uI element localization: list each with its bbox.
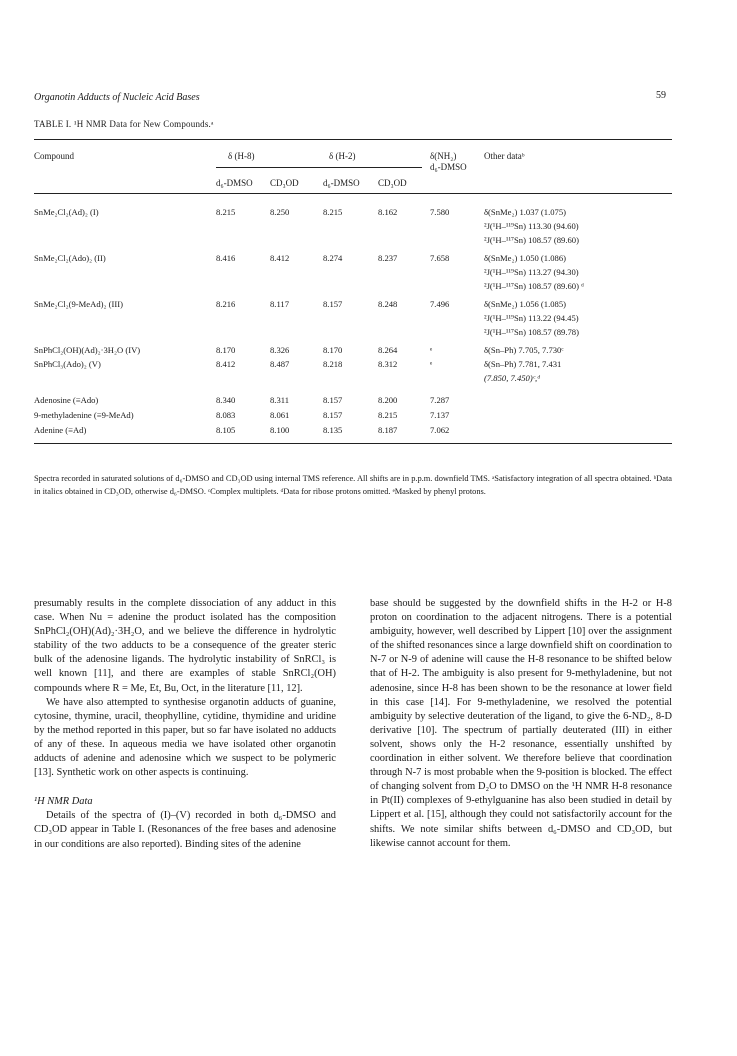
cell-nh2: 7.137 bbox=[430, 410, 450, 420]
cell-h8-dmso: 8.416 bbox=[216, 253, 236, 263]
cell-h2-cd3od: 8.162 bbox=[378, 207, 398, 217]
page-number: 59 bbox=[656, 90, 666, 101]
cell-h2-cd3od: 8.215 bbox=[378, 410, 398, 420]
cell-h2-dmso: 8.170 bbox=[323, 345, 343, 355]
table-title: TABLE I. ¹H NMR Data for New Compounds.ᵃ bbox=[34, 119, 214, 129]
cell-other: ²J(¹H–¹¹⁹Sn) 113.22 (94.45) bbox=[484, 313, 579, 323]
cell-other: δ(Sn–Ph) 7.705, 7.730ᶜ bbox=[484, 345, 564, 355]
header-nh2: δ(NH₂) bbox=[430, 151, 457, 161]
cell-nh2: ᵉ bbox=[430, 345, 433, 355]
cell-h2-dmso: 8.157 bbox=[323, 395, 343, 405]
running-head: Organotin Adducts of Nucleic Acid Bases bbox=[34, 92, 200, 103]
subheader-h8-dmso: d₆-DMSO bbox=[216, 178, 253, 188]
cell-nh2: 7.580 bbox=[430, 207, 450, 217]
cell-other: (7.850, 7.450)ᶜ,ᵈ bbox=[484, 373, 540, 383]
cell-h8-dmso: 8.083 bbox=[216, 410, 236, 420]
cell-other: δ(SnMe₂) 1.050 (1.086) bbox=[484, 253, 566, 263]
table-row: SnPhCl₃(Ado)₂ (V) bbox=[34, 359, 101, 369]
cell-other: δ(Sn–Ph) 7.781, 7.431 bbox=[484, 359, 562, 369]
paragraph: presumably results in the complete dissociation of any adduct in this case. When Nu = adenine the product isolated has the composition SnPhCl₂(OH)(Ad)₂·3H₂O, and we believe the difference in hydrolytic stability of the two adducts to be a consequence of the greater steric bulk of the adenosine ligands. The hydrolytic instability of SnRCl₃ is well known [11], and there are examples of stable SnRCl₂(OH) compounds where R = Me, Et, Bu, Oct, in the literature [11, 12]. bbox=[34, 598, 336, 694]
section-heading: ¹H NMR Data bbox=[34, 796, 93, 808]
cell-h8-cd3od: 8.061 bbox=[270, 410, 290, 420]
header-other-data: Other dataᵇ bbox=[484, 151, 525, 161]
cell-h8-dmso: 8.170 bbox=[216, 345, 236, 355]
header-h8: δ (H-8) bbox=[228, 151, 255, 161]
paragraph: Details of the spectra of (I)–(V) recorded in both d₆-DMSO and CD₃OD appear in Table I. (Resonances of the free bases and adenosine in our conditions are also reported). Binding sites of the adenine bbox=[34, 810, 336, 850]
table-row: 9-methyladenine (≡9-MeAd) bbox=[34, 410, 134, 420]
cell-h8-dmso: 8.412 bbox=[216, 359, 236, 369]
cell-other: ²J(¹H–¹¹⁹Sn) 113.30 (94.60) bbox=[484, 221, 579, 231]
header-bottom-rule bbox=[34, 193, 672, 194]
cell-other: ²J(¹H–¹¹⁹Sn) 113.27 (94.30) bbox=[484, 267, 579, 277]
cell-h2-dmso: 8.218 bbox=[323, 359, 343, 369]
header-h2: δ (H-2) bbox=[329, 151, 356, 161]
cell-h8-cd3od: 8.326 bbox=[270, 345, 290, 355]
cell-h2-cd3od: 8.264 bbox=[378, 345, 398, 355]
cell-h2-cd3od: 8.200 bbox=[378, 395, 398, 405]
cell-h2-cd3od: 8.312 bbox=[378, 359, 398, 369]
cell-h8-dmso: 8.215 bbox=[216, 207, 236, 217]
cell-h2-cd3od: 8.187 bbox=[378, 425, 398, 435]
paragraph: base should be suggested by the downfield shifts in the H-2 or H-8 proton on coordination to the adjacent nitrogens. There is a potential ambiguity, however, well described by Lippert [10] over the assignment of the shifted resonances since a large downfield shift on coordination to N-7 or N-9 of adenine will cause the H-8 resonance to be shifted below that of H-2. The ambiguity is also present for 9-methyladenine, but not adenosine, since H-8 has been shown to be the resonance at lower field in this case [14]. For 9-methyladenine, we resolved the potential ambiguity by selective deuteration of the ligand, to give the 6-ND₂, 8-D derivative [10]. The spectrum of partially deuterated (III) in either solvent, shows only the H-2 resonance, essentially unshifted by coordination in either solvent. We therefore believe that coordination through N-7 is most probable when the 9-position is blocked. The effect of changing solvent from D₂O to DMSO on the ¹H NMR H-8 resonance in Pt(II) complexes of 9-ethylguanine has also been studied in detail by Lippert et al. [15], although they could not satisfactorily account for the shifts. We note similar shifts between d₆-DMSO and CD₃OD, but likewise cannot account for them. bbox=[370, 598, 672, 849]
cell-other: ²J(¹H–¹¹⁷Sn) 108.57 (89.60) bbox=[484, 235, 579, 245]
cell-other: δ(SnMe₂) 1.056 (1.085) bbox=[484, 299, 566, 309]
cell-h8-dmso: 8.340 bbox=[216, 395, 236, 405]
subheader-h2-cd3od: CD₃OD bbox=[378, 178, 407, 188]
table-row: SnMe₂Cl₂(Ad)₂ (I) bbox=[34, 207, 99, 217]
table-row: Adenosine (≡Ado) bbox=[34, 395, 99, 405]
cell-h8-cd3od: 8.487 bbox=[270, 359, 290, 369]
cell-h8-cd3od: 8.412 bbox=[270, 253, 290, 263]
paragraph: We have also attempted to synthesise organotin adducts of guanine, cytosine, thymine, uracil, theophylline, cytidine, thymidine and uridine by the method reported in this paper, but so far have isolated no adducts of any of these. In aqueous media we have isolated other organotin adducts of adenine and adenosine which we suspect to be polymeric [13]. Synthetic work on other aspects is continuing. bbox=[34, 696, 336, 779]
cell-h2-cd3od: 8.248 bbox=[378, 299, 398, 309]
header-compound: Compound bbox=[34, 151, 75, 161]
cell-h2-dmso: 8.157 bbox=[323, 410, 343, 420]
cell-nh2: ᵉ bbox=[430, 359, 433, 369]
table-bottom-rule bbox=[34, 443, 672, 444]
cell-h8-cd3od: 8.117 bbox=[270, 299, 290, 309]
subheader-h2-dmso: d₆-DMSO bbox=[323, 178, 360, 188]
cell-h2-dmso: 8.274 bbox=[323, 253, 343, 263]
table-row: Adenine (≡Ad) bbox=[34, 425, 87, 435]
right-column bbox=[370, 597, 672, 851]
cell-h8-dmso: 8.216 bbox=[216, 299, 236, 309]
cell-h8-cd3od: 8.311 bbox=[270, 395, 290, 405]
cell-nh2: 7.062 bbox=[430, 425, 450, 435]
table-row: SnMe₂Cl₂(Ado)₂ (II) bbox=[34, 253, 106, 263]
table-row: SnPhCl₂(OH)(Ad)₂·3H₂O (IV) bbox=[34, 345, 141, 355]
cell-other: ²J(¹H–¹¹⁷Sn) 108.57 (89.60) ᵈ bbox=[484, 281, 584, 291]
cell-h2-dmso: 8.157 bbox=[323, 299, 343, 309]
cell-other: δ(SnMe₂) 1.037 (1.075) bbox=[484, 207, 566, 217]
cell-nh2: 7.658 bbox=[430, 253, 450, 263]
header-span-rule bbox=[216, 167, 422, 168]
cell-h2-cd3od: 8.237 bbox=[378, 253, 398, 263]
cell-other: ²J(¹H–¹¹⁷Sn) 108.57 (89.78) bbox=[484, 327, 579, 337]
table-row: SnMe₂Cl₂(9-MeAd)₂ (III) bbox=[34, 299, 123, 309]
cell-nh2: 7.496 bbox=[430, 299, 450, 309]
cell-h8-cd3od: 8.100 bbox=[270, 425, 290, 435]
cell-h2-dmso: 8.135 bbox=[323, 425, 343, 435]
left-column bbox=[34, 597, 336, 852]
table-top-rule bbox=[34, 139, 672, 140]
cell-h2-dmso: 8.215 bbox=[323, 207, 343, 217]
subheader-h8-cd3od: CD₃OD bbox=[270, 178, 299, 188]
cell-nh2: 7.287 bbox=[430, 395, 450, 405]
cell-h8-cd3od: 8.250 bbox=[270, 207, 290, 217]
header-nh2-solvent: d₆-DMSO bbox=[430, 162, 467, 172]
cell-h8-dmso: 8.105 bbox=[216, 425, 236, 435]
table-footnotes: Spectra recorded in saturated solutions of d₆-DMSO and CD₃OD using internal TMS reference. All shifts are in p.p.m. downfield TMS. ᵃSatisfactory integration of all spectra obtained. ᵇData in italics obtained in CD₃OD, otherwise d₆-DMSO. ᶜComplex multiplets. ᵈData for ribose protons omitted. ᵉMasked by phenyl protons. bbox=[34, 474, 672, 496]
